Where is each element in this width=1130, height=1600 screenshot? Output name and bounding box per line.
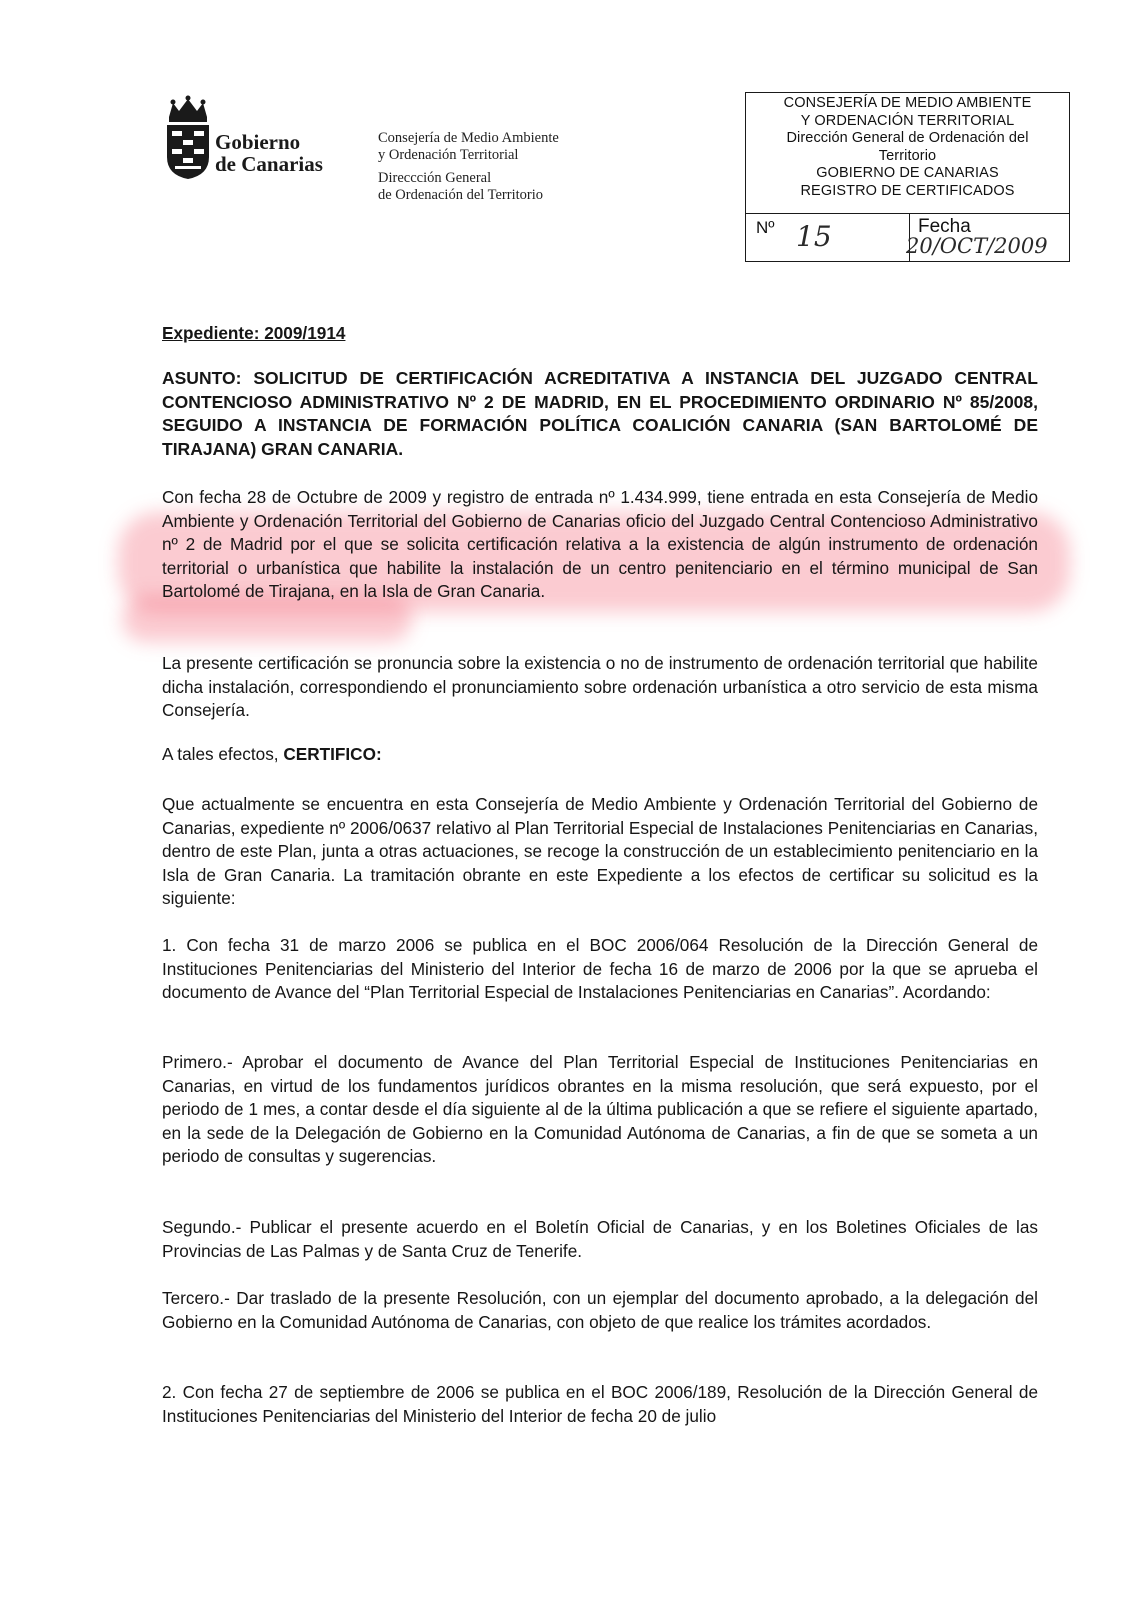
coat-of-arms-icon: [165, 95, 211, 185]
dept-line-4: de Ordenación del Territorio: [378, 187, 544, 203]
gobierno-canarias-logo: [165, 95, 365, 185]
dept-line-1: Consejería de Medio Ambiente: [378, 130, 559, 146]
paragraph-segundo: Segundo.- Publicar el presente acuerdo en el Boletín Oficial de Canarias, y en los Boletines Oficiales de las Provincias de Las Palmas y de Santa Cruz de Tenerife.: [162, 1217, 1038, 1261]
paragraph-2: La presente certificación se pronuncia sobre la existencia o no de instrumento de ordenación territorial que habilite dicha instalación, correspondiendo el pronunciamiento sobre ordenación urbanística a otro servicio de esta misma Consejería.: [162, 653, 1038, 721]
stamp-line-5: GOBIERNO DE CANARIAS: [816, 165, 999, 181]
department-block: [378, 130, 559, 204]
asunto-paragraph: ASUNTO: SOLICITUD DE CERTIFICACIÓN ACREDITATIVA A INSTANCIA DEL JUZGADO CENTRAL CONTENCIOSO ADMINISTRATIVO Nº 2 DE MADRID, EN EL PROCEDIMIENTO ORDINARIO Nº 85/2008, SEGUIDO A INSTANCIA DE FORMACIÓN POLÍTICA COALICIÓN CANARIA (SAN BARTOLOMÉ DE TIRAJANA) GRAN CANARIA.: [162, 368, 1038, 459]
certifico-line: [162, 743, 1038, 767]
certifico-prefix: A tales efectos,: [162, 744, 284, 764]
stamp-number-label: Nº: [756, 218, 775, 237]
paragraph-2-item: 2. Con fecha 27 de septiembre de 2006 se publica en el BOC 2006/189, Resolución de la Dirección General de Instituciones Penitenciarias del Ministerio del Interior de fecha 20 de julio: [162, 1382, 1038, 1426]
paragraph-tercero: Tercero.- Dar traslado de la presente Resolución, con un ejemplar del documento aprobado, a la delegación del Gobierno en la Comunidad Autónoma de Canarias, con objeto de que realice los trámites acordados.: [162, 1288, 1038, 1332]
stamp-number-date-row: [746, 213, 1069, 262]
logo-line-2: de Canarias: [215, 152, 323, 176]
paragraph-primero: Primero.- Aprobar el documento de Avance del Plan Territorial Especial de Instituciones Penitenciarias en Canarias, en virtud de los fundamentos jurídicos obrantes en la misma resolución, que será expuesto, por el periodo de 1 mes, a contar desde el día siguiente al de la última publicación a que se refiere el siguiente apartado, en la sede de la Delegación de Gobierno en la Comunidad Autónoma de Canarias, a fin de que se someta a un periodo de consultas y sugerencias.: [162, 1052, 1038, 1167]
stamp-number-value: 15: [796, 220, 832, 253]
dept-line-2: y Ordenación Territorial: [378, 147, 519, 163]
stamp-line-2: Y ORDENACIÓN TERRITORIAL: [800, 112, 1015, 129]
paragraph-4: Que actualmente se encuentra en esta Consejería de Medio Ambiente y Ordenación Territorial del Gobierno de Canarias, expediente nº 2006/0637 relativo al Plan Territorial Especial de Instalaciones Penitenciarias en Canarias, dentro de este Plan, junta a otras actuaciones, se recoge la construcción de un establecimiento penitenciario en la Isla de Gran Canaria. La tramitación obrante en este Expediente a los efectos de certificar su solicitud es la siguiente:: [162, 794, 1038, 909]
stamp-fecha-label: Fecha: [918, 216, 971, 237]
dept-line-3: Direccción General: [378, 170, 492, 186]
logo-line-1: Gobierno: [215, 130, 301, 154]
stamp-line-3: Dirección General de Ordenación del: [786, 130, 1029, 146]
paragraph-1: Con fecha 28 de Octubre de 2009 y registro de entrada nº 1.434.999, tiene entrada en esta Consejería de Medio Ambiente y Ordenación Territorial del Gobierno de Canarias oficio del Juzgado Central Contencioso Administrativo nº 2 de Madrid por el que se solicita certificación relativa a la existencia de algún instrumento de ordenación territorial o urbanística que habilite la instalación de un centro penitenciario en el término municipal de San Bartolomé de Tirajana, en la Isla de Gran Canaria.: [162, 487, 1038, 602]
stamp-line-4: Territorio: [878, 147, 937, 164]
paragraph-5: 1. Con fecha 31 de marzo 2006 se publica en el BOC 2006/064 Resolución de la Dirección General de Instituciones Penitenciarias del Ministerio del Interior de fecha 16 de marzo de 2006 por la que se aprueba el documento de Avance del “Plan Territorial Especial de Instalaciones Penitenciarias en Canarias”. Acordando:: [162, 935, 1038, 1003]
expediente-heading: Expediente: 2009/1914: [162, 323, 346, 343]
stamp-line-6: REGISTRO DE CERTIFICADOS: [800, 182, 1015, 199]
certifico-bold: CERTIFICO:: [283, 744, 382, 764]
stamp-fecha-value: 20/OCT/2009: [906, 234, 1048, 258]
registro-stamp: [745, 92, 1070, 262]
stamp-line-1: CONSEJERÍA DE MEDIO AMBIENTE: [783, 95, 1032, 111]
